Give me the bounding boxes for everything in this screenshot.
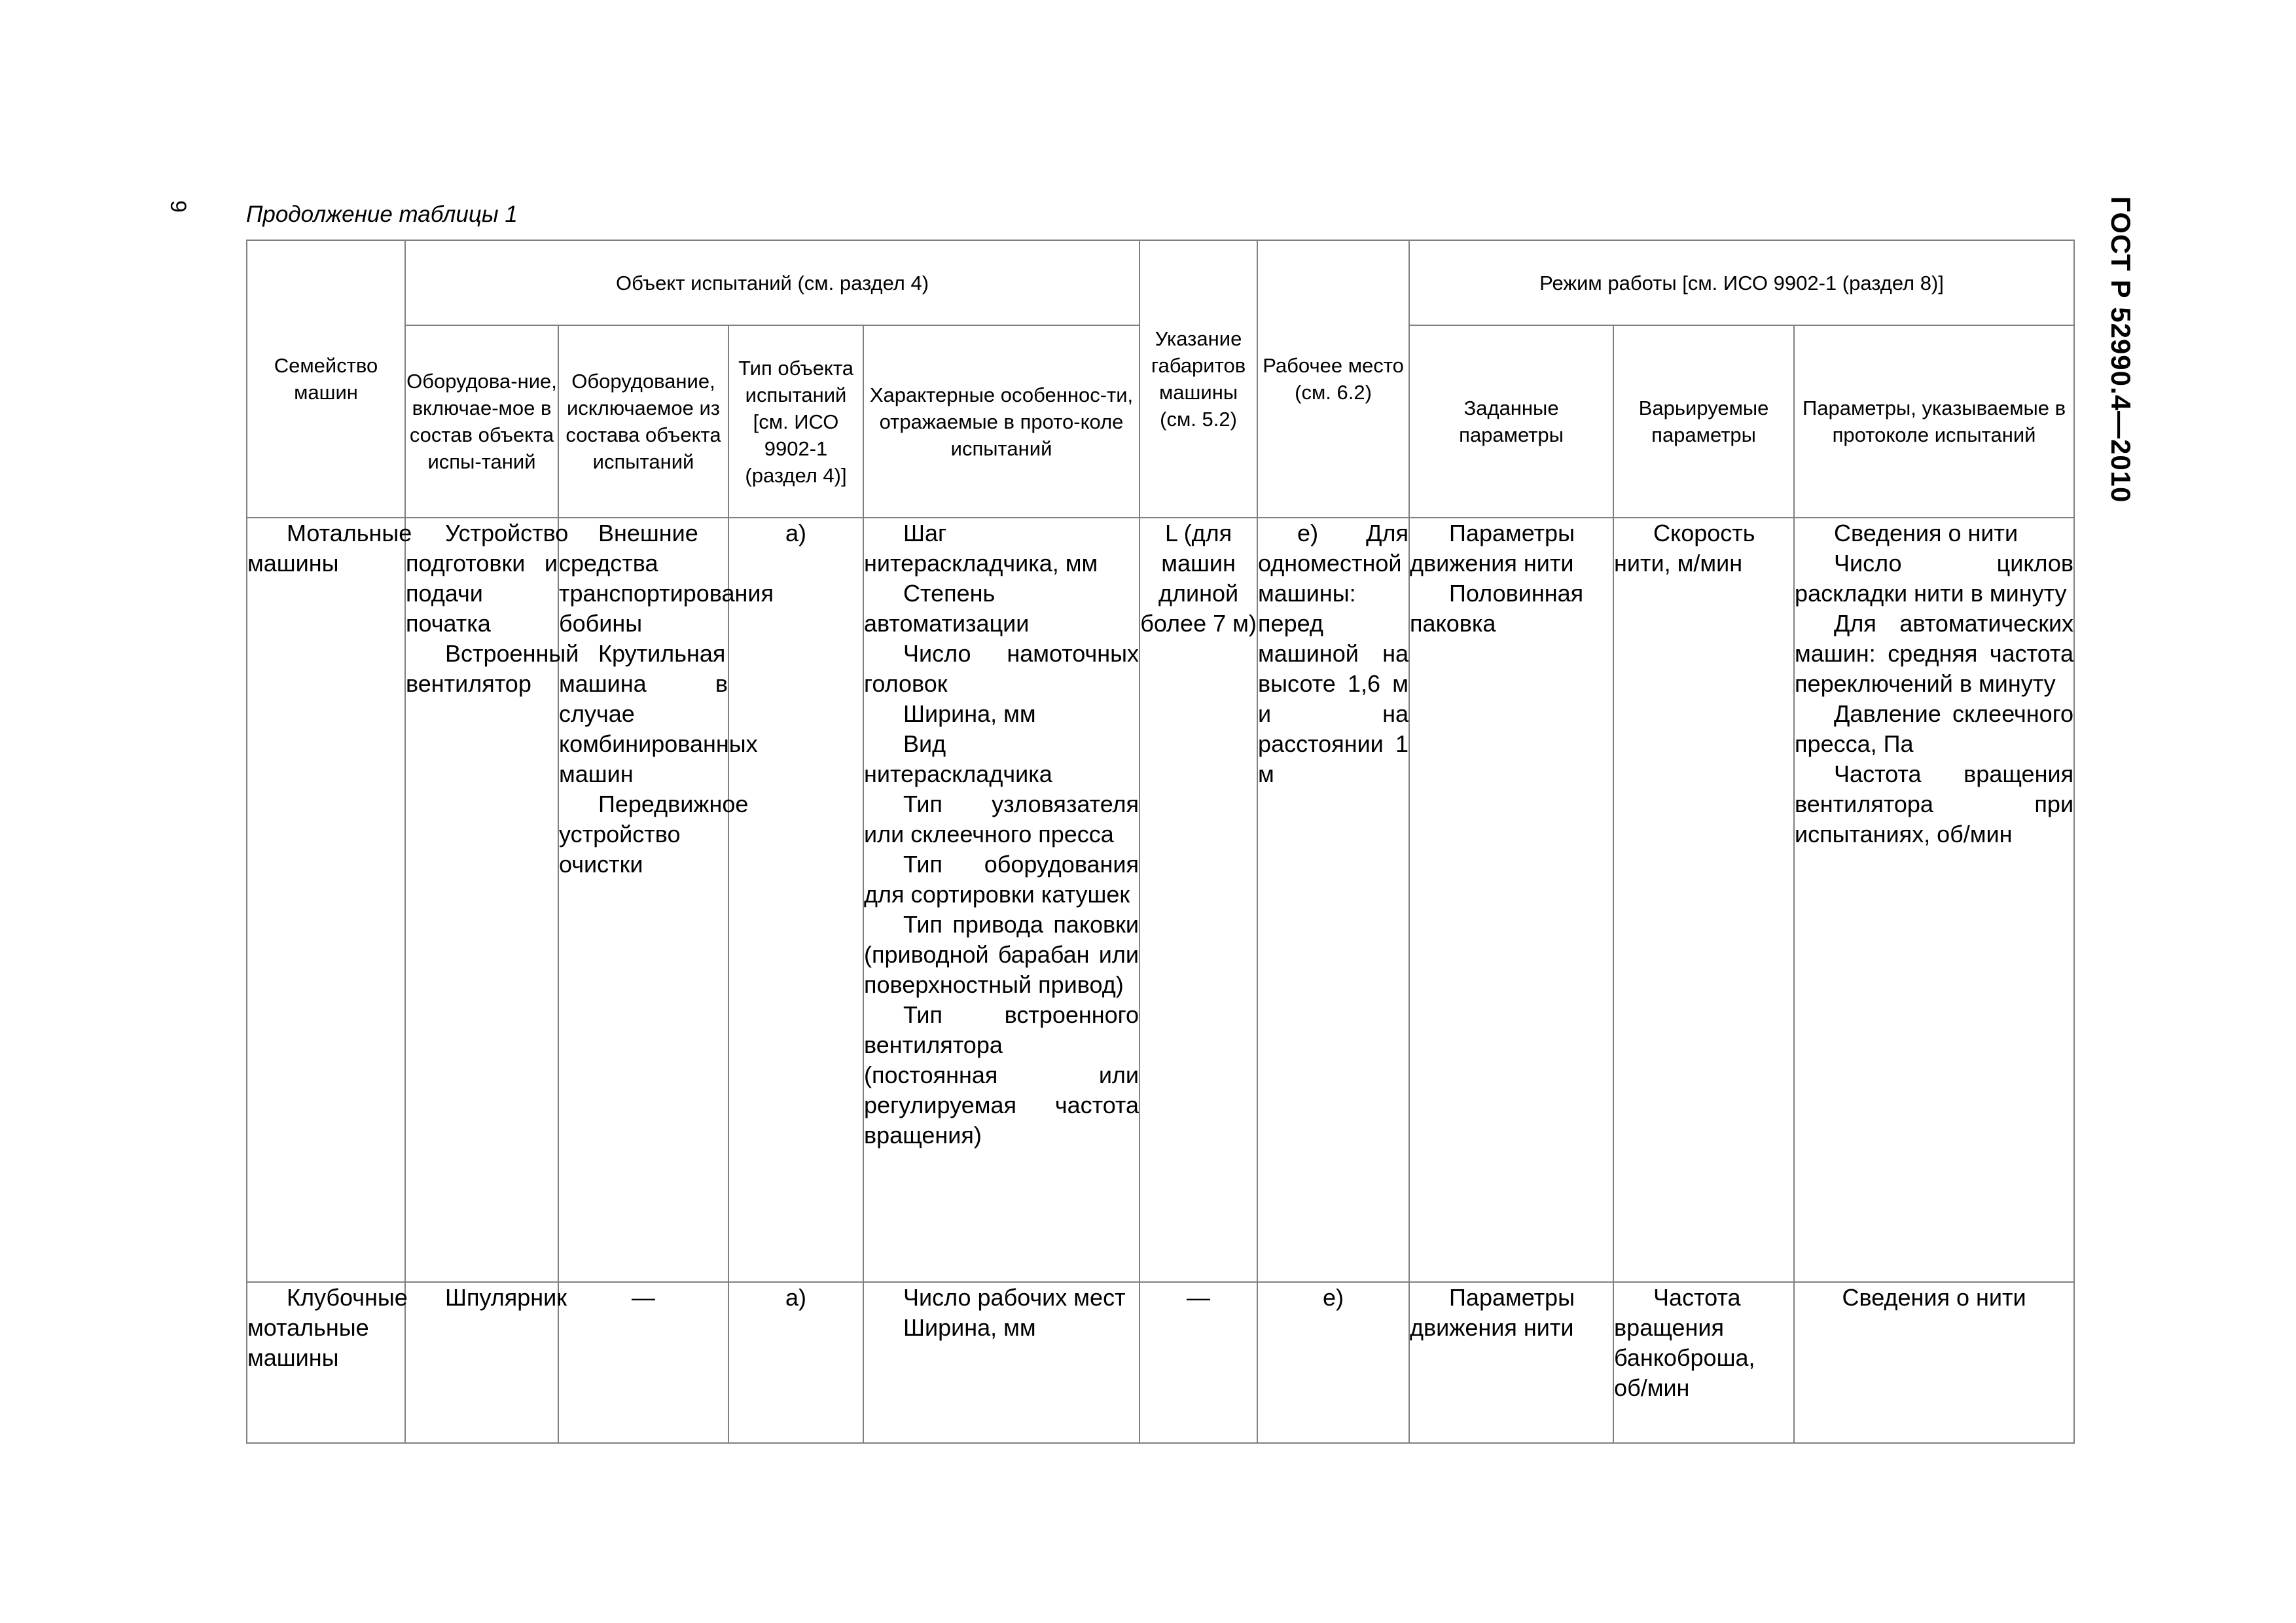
cell-dimensions: L (для машин длиной более 7 м)	[1139, 518, 1257, 1282]
cell-features: Шаг нитераскладчика, мм Степень автоматизации Число намоточных головок Ширина, мм Вид нитераскладчика Тип узловязателя или склеечного пресса Тип оборудования для сортировки катушек Тип привода паковки (приводной барабан или поверхностный привод) Тип встроенного вентилятора (постоянная или регулируемая частота вращения)	[863, 518, 1139, 1282]
cell-report-params: Сведения о нити Число циклов раскладки нити в минуту Для автоматических машин: средняя частота переключений в минуту Давление склеечного пресса, Па Частота вращения вентилятора при испытаниях, об/мин	[1794, 518, 2074, 1282]
header-var-params: Варьируемые параметры	[1613, 325, 1794, 518]
specification-table	[246, 240, 2075, 1444]
cell-set-params: Параметры движения нити Половинная паковка	[1409, 518, 1613, 1282]
standard-designation: ГОСТ Р 52990.4—2010	[2106, 196, 2136, 503]
header-object-type: Тип объекта испытаний [см. ИСО 9902-1 (раздел 4)]	[728, 325, 863, 518]
cell-family: Мотальные машины	[247, 518, 405, 1282]
cell-workplace: е)	[1257, 1282, 1409, 1443]
header-dimensions: Указание габаритов машины (см. 5.2)	[1139, 240, 1257, 518]
cell-object-type: а)	[728, 1282, 863, 1443]
cell-object-type: а)	[728, 518, 863, 1282]
header-set-params: Заданные параметры	[1409, 325, 1613, 518]
header-object-group: Объект испытаний (см. раздел 4)	[405, 240, 1139, 325]
header-features: Характерные особеннос-ти, отражаемые в прото-коле испытаний	[863, 325, 1139, 518]
header-report-params: Параметры, указываемые в протоколе испытаний	[1794, 325, 2074, 518]
header-mode-group: Режим работы [см. ИСО 9902-1 (раздел 8)]	[1409, 240, 2074, 325]
cell-var-params: Скорость нити, м/мин	[1613, 518, 1794, 1282]
cell-features: Число рабочих мест Ширина, мм	[863, 1282, 1139, 1443]
cell-equip-included: Шпулярник	[405, 1282, 558, 1443]
cell-family: Клубочные мотальные машины	[247, 1282, 405, 1443]
header-row-1	[247, 240, 2074, 325]
cell-equip-excluded: Внешние средства транспортирования бобины Крутильная машина в случае комбинированных машин Передвижное устройство очистки	[558, 518, 728, 1282]
cell-set-params: Параметры движения нити	[1409, 1282, 1613, 1443]
table-caption: Продолжение таблицы 1	[246, 202, 518, 227]
page-number: 9	[165, 200, 190, 213]
header-equip-included: Оборудова-ние, включае-мое в состав объекта испы-таний	[405, 325, 558, 518]
header-family: Семейство машин	[247, 240, 405, 518]
cell-equip-excluded: —	[558, 1282, 728, 1443]
cell-equip-included: Устройство подготовки и подачи початка Встроенный вентилятор	[405, 518, 558, 1282]
header-workplace: Рабочее место (см. 6.2)	[1257, 240, 1409, 518]
cell-var-params: Частота вращения банкоброша, об/мин	[1613, 1282, 1794, 1443]
cell-workplace: е) Для одноместной машины: перед машиной на высоте 1,6 м и на расстоянии 1 м	[1257, 518, 1409, 1282]
cell-dimensions: —	[1139, 1282, 1257, 1443]
table-row	[247, 518, 2074, 1282]
cell-report-params: Сведения о нити	[1794, 1282, 2074, 1443]
header-equip-excluded: Оборудование, исключаемое из состава объекта испытаний	[558, 325, 728, 518]
table-row	[247, 1282, 2074, 1443]
